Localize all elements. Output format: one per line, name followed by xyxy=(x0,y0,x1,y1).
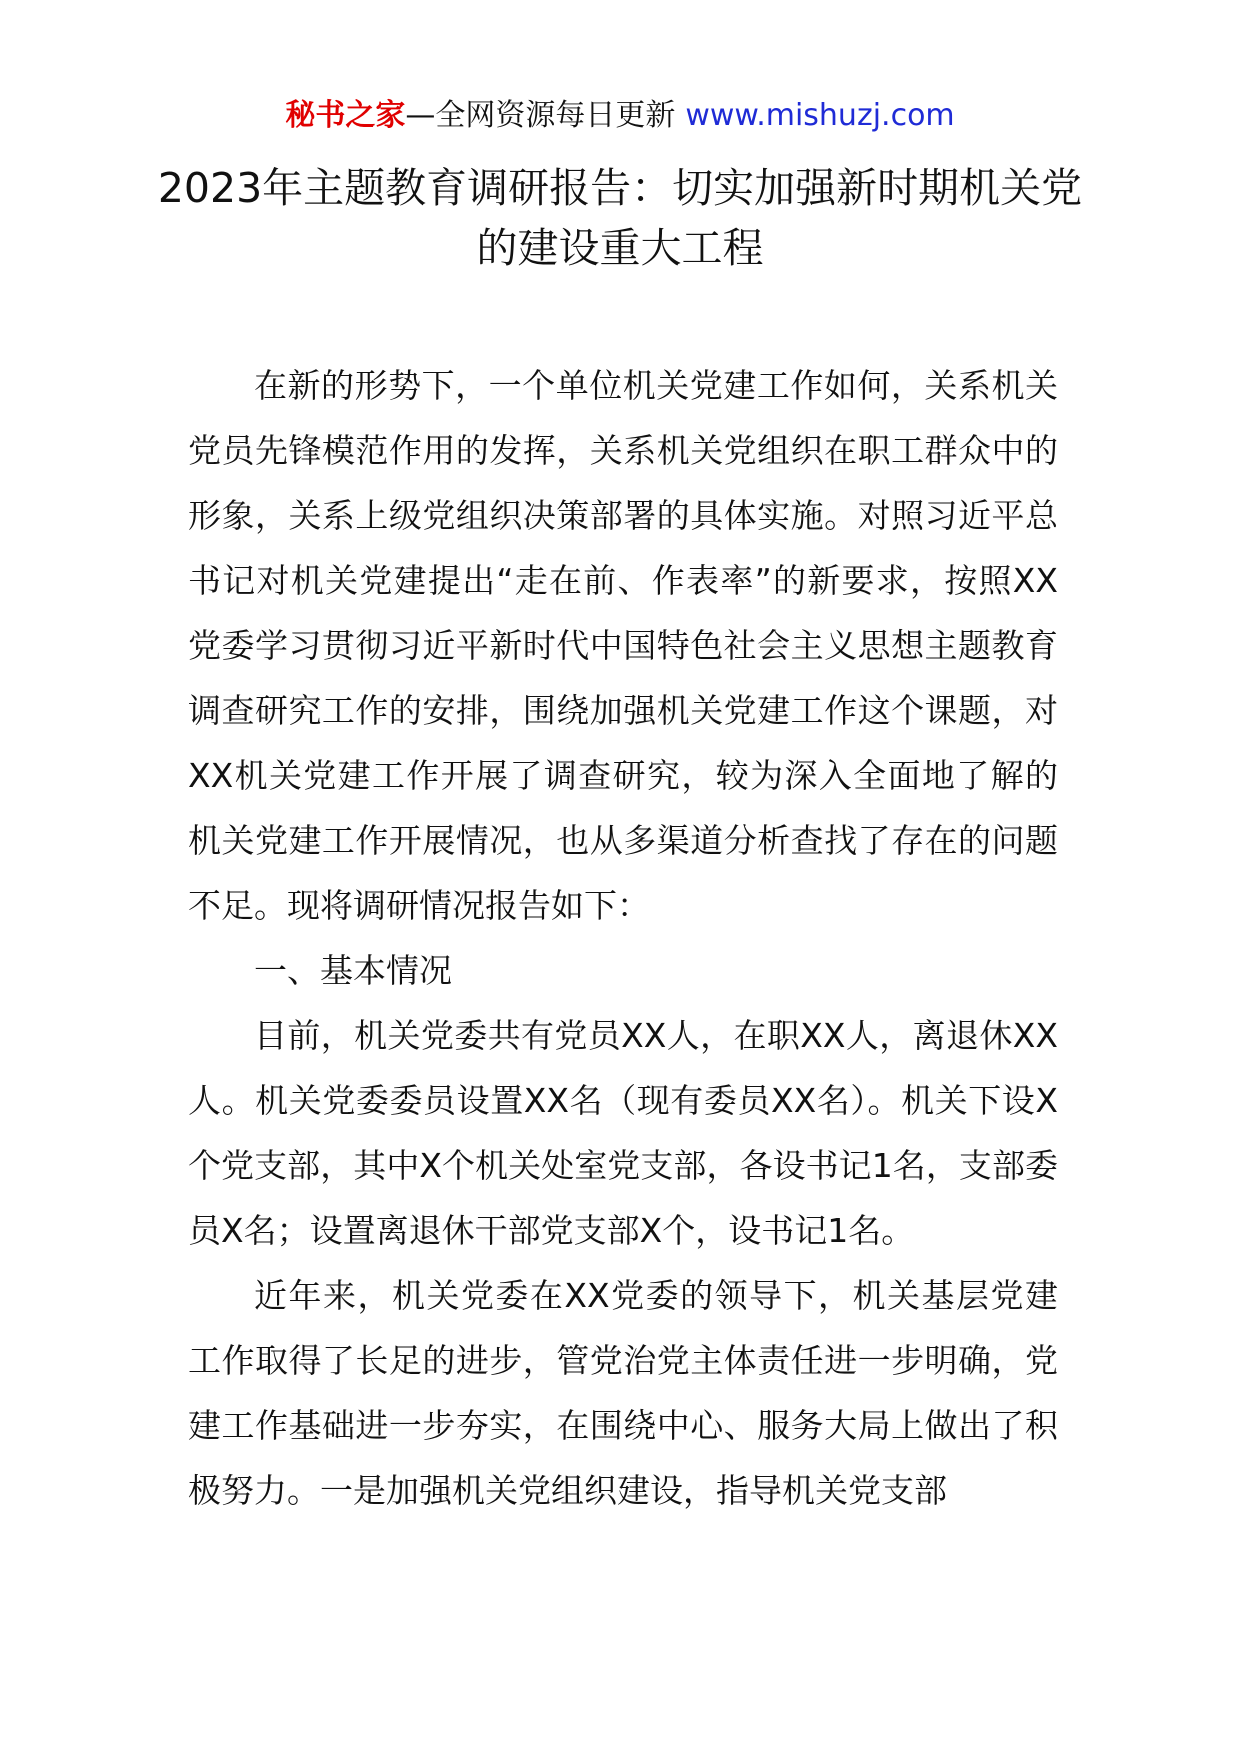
document-title: 2023年主题教育调研报告：切实加强新时期机关党的建设重大工程 xyxy=(157,164,1083,272)
section-heading: 一、基本情况 xyxy=(254,951,452,990)
progress-paragraph: 近年来，机关党委在XX党委的领导下，机关基层党建工作取得了长足的进步，管党治党主体责任进一步明确，党建工作基础进一步夯实，在围绕中心、服务大局上做出了积极努力。一是加强机关党组织建设，指导机关党支部 xyxy=(188,1276,1058,1510)
intro-paragraph: 在新的形势下，一个单位机关党建工作如何，关系机关党员先锋模范作用的发挥，关系机关党组织在职工群众中的形象，关系上级党组织决策部署的具体实施。对照习近平总书记对机关党建提出“走在前、作表率”的新要求，按照XX党委学习贯彻习近平新时代中国特色社会主义思想主题教育调查研究工作的安排，围绕加强机关党建工作这个课题，对XX机关党建工作开展了调查研究，较为深入全面地了解的机关党建工作开展情况，也从多渠道分析查找了存在的问题不足。现将调研情况报告如下： xyxy=(188,366,1058,925)
brand-name: 秘书之家 xyxy=(285,98,406,133)
document-body xyxy=(188,353,1058,1523)
header-tagline: —全网资源每日更新 xyxy=(405,98,676,133)
watermark-header xyxy=(0,96,1240,136)
site-url-link[interactable]: www.mishuzj.com xyxy=(685,98,955,133)
basic-info-paragraph: 目前，机关党委共有党员XX人，在职XX人，离退休XX人。机关党委委员设置XX名（现有委员XX名）。机关下设X个党支部，其中X个机关处室党支部，各设书记1名，支部委员X名；设置离退休干部党支部X个，设书记1名。 xyxy=(188,1016,1058,1250)
